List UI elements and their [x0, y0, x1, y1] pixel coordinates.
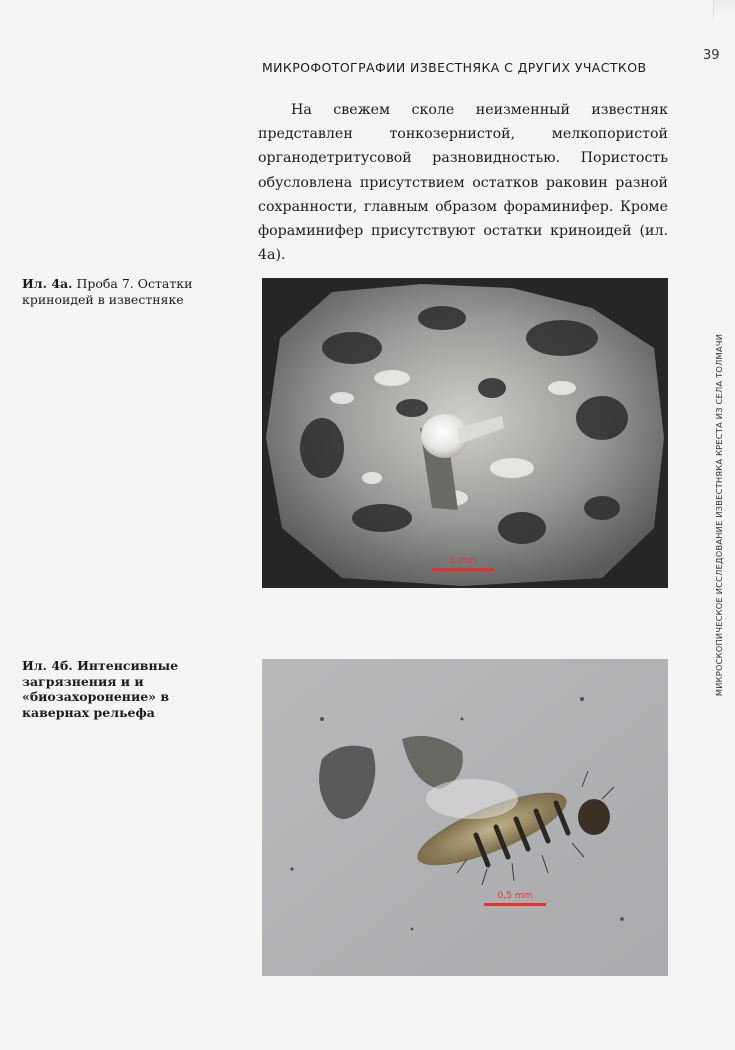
- contamination-micrograph: [262, 659, 668, 976]
- scale-label: 1 mm: [449, 556, 477, 566]
- scale-label: 0,5 mm: [497, 891, 533, 901]
- figure-photo-4b: [262, 659, 668, 976]
- figure-photo-4a: [262, 278, 668, 588]
- limestone-micrograph: [262, 278, 668, 588]
- figure-caption-4b: [22, 658, 222, 720]
- running-header: МИКРОФОТОГРАФИИ ИЗВЕСТНЯКА С ДРУГИХ УЧАСТКОВ: [262, 60, 647, 75]
- scale-bar: [484, 903, 546, 906]
- figure-caption-4a: [22, 276, 222, 307]
- figure-caption-text: Проба 7. Остатки криноидей в известняке: [22, 276, 193, 307]
- scale-bar: [432, 568, 494, 571]
- body-paragraph: На свежем сколе неизменный известняк представлен тонкозернистой, мелкопористой органодетритусовой разновидностью. Пористость обусловлена присутствием остатков раковин разной сохранности, главным образом фораминифер. Кроме фораминифер присутствуют остатки криноидей (ил. 4а).: [258, 102, 668, 264]
- page-corner-tab: [713, 0, 735, 20]
- figure-label: Ил. 4а.: [22, 276, 73, 291]
- figure-caption-text: Интенсивные загрязнения и и «биозахоронение» в кавернах рельефа: [22, 658, 179, 720]
- page-number: 39: [703, 48, 720, 63]
- figure-label: Ил. 4б.: [22, 658, 73, 673]
- side-running-title: МИКРОСКОПИЧЕСКОЕ ИССЛЕДОВАНИЕ ИЗВЕСТНЯКА КРЕСТА ИЗ СЕЛА ТОЛМАЧИ: [714, 333, 724, 697]
